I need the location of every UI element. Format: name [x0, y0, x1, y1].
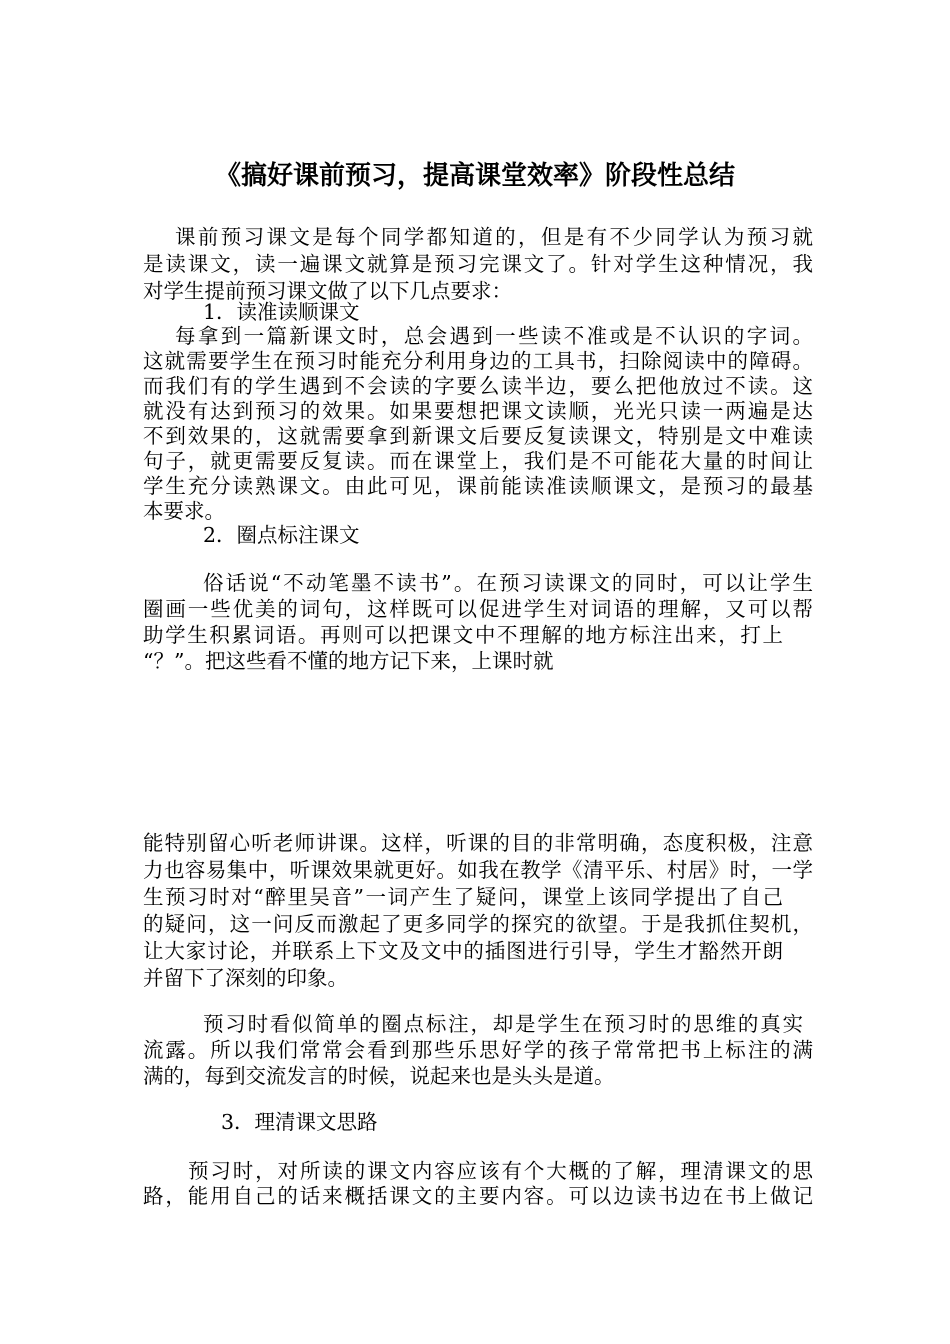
section-3-heading: 3．理清课文思路 — [221, 1110, 378, 1134]
intro-line-2: 是读课文，读一遍课文就算是预习完课文了。针对学生这种情况，我 — [143, 252, 813, 276]
section-2-para-1-line-2: 圈画一些优美的词句，这样既可以促进学生对词语的理解，又可以帮 — [143, 597, 813, 621]
section-1-line-7: 学生充分读熟课文。由此可见，课前能读准读顺课文，是预习的最基 — [143, 474, 813, 498]
section-2-para-2-line-3: 生预习时对“醉里吴音”一词产生了疑问，课堂上该同学提出了自己 — [143, 885, 783, 909]
section-2-para-1-line-1: 俗话说“不动笔墨不读书”。在预习读课文的同时，可以让学生 — [203, 571, 813, 595]
section-2-para-2-line-5: 让大家讨论，并联系上下文及文中的插图进行引导，学生才豁然开朗 — [143, 939, 783, 963]
section-1-line-1: 每拿到一篇新课文时，总会遇到一些读不准或是不认识的字词。 — [175, 324, 813, 348]
section-2-para-3-line-3: 满的，每到交流发言的时候，说起来也是头头是道。 — [143, 1064, 615, 1088]
intro-line-1: 课前预习课文是每个同学都知道的，但是有不少同学认为预习就 — [175, 225, 813, 249]
section-3-line-1: 预习时，对所读的课文内容应该有个大概的了解，理清课文的思 — [188, 1159, 813, 1183]
section-2-para-1-line-4: “？”。把这些看不懂的地方记下来，上课时就 — [143, 649, 554, 673]
section-2-heading: 2．圈点标注课文 — [203, 523, 360, 547]
section-1-line-5: 不到效果的，这就需要拿到新课文后要反复读课文，特别是文中难读 — [143, 424, 813, 448]
section-2-para-3-line-2: 流露。所以我们常常会看到那些乐思好学的孩子常常把书上标注的满 — [143, 1038, 813, 1062]
section-2-para-2-line-1: 能特别留心听老师讲课。这样，听课的目的非常明确，态度积极，注意 — [143, 831, 813, 855]
section-2-para-2-line-4: 的疑问，这一问反而激起了更多同学的探究的欲望。于是我抓住契机， — [143, 912, 813, 936]
intro-line-3: 对学生提前预习课文做了以下几点要求： — [143, 279, 512, 303]
section-1-line-8: 本要求。 — [143, 499, 225, 523]
section-2-para-1-line-3: 助学生积累词语。再则可以把课文中不理解的地方标注出来，打上 — [143, 623, 783, 647]
section-2-para-3-line-1: 预习时看似简单的圈点标注，却是学生在预习时的思维的真实 — [203, 1012, 803, 1036]
section-1-heading: 1．读准读顺课文 — [203, 300, 360, 324]
document-title: 《搞好课前预习，提高课堂效率》阶段性总结 — [214, 161, 735, 191]
section-3-line-2: 路，能用自己的话来概括课文的主要内容。可以边读书边在书上做记 — [143, 1184, 813, 1208]
section-1-line-4: 就没有达到预习的效果。如果要想把课文读顺，光光只读一两遍是达 — [143, 399, 813, 423]
section-1-line-2: 这就需要学生在预习时能充分利用身边的工具书，扫除阅读中的障碍。 — [143, 349, 813, 373]
section-1-line-6: 句子，就更需要反复读。而在课堂上，我们是不可能花大量的时间让 — [143, 449, 813, 473]
section-2-para-2-line-6: 并留下了深刻的印象。 — [143, 966, 348, 990]
section-1-line-3: 而我们有的学生遇到不会读的字要么读半边，要么把他放过不读。这 — [143, 374, 813, 398]
section-2-para-2-line-2: 力也容易集中，听课效果就更好。如我在教学《清平乐、村居》时，一学 — [143, 858, 813, 882]
